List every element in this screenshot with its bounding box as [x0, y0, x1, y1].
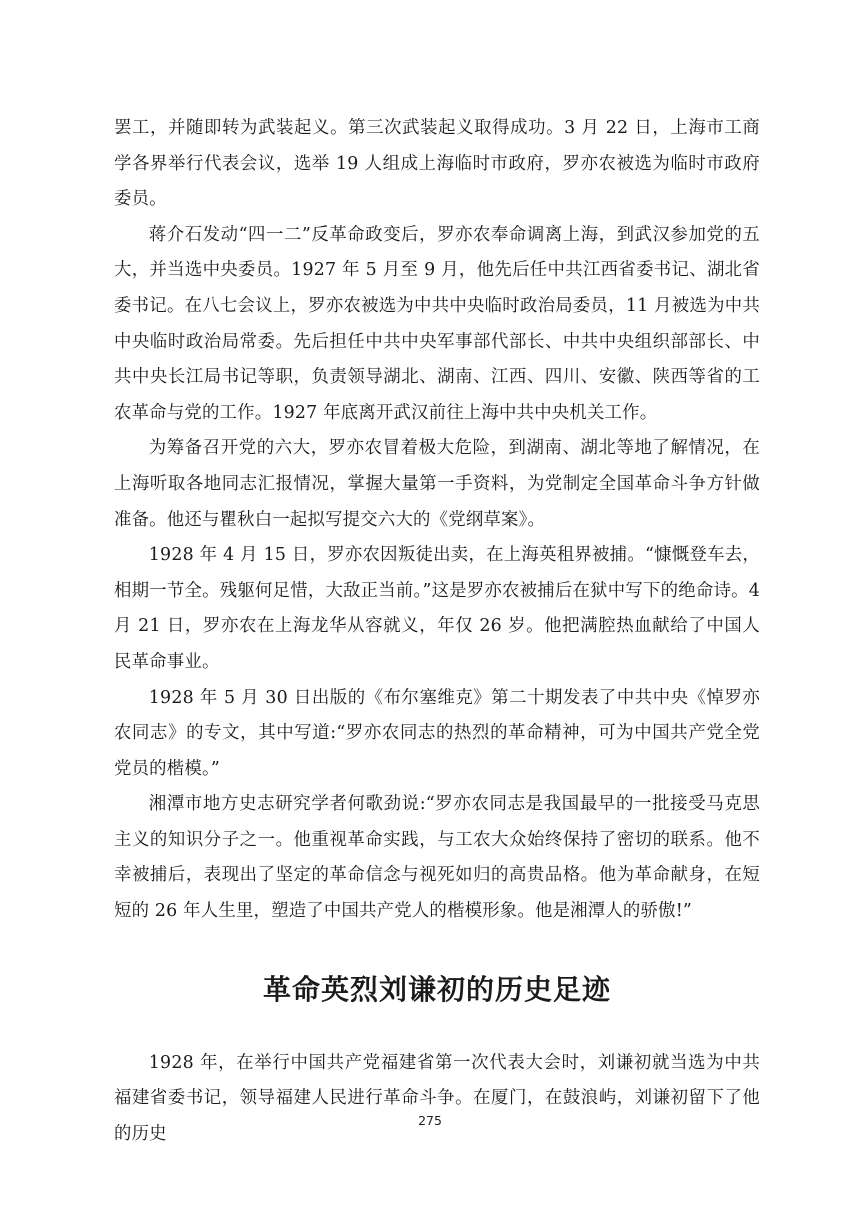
paragraph: 湘潭市地方史志研究学者何歌劲说:“罗亦农同志是我国最早的一批接受马克思主义的知识分子之一。他重视革命实践，与工农大众始终保持了密切的联系。他不幸被捕后，表现出了坚定的革命信念与视死如归的高贵品格。他为革命献身，在短短的 26 年人生里，塑造了中国共产党人的楷模形象。他是湘潭人的骄傲!”: [114, 794, 760, 922]
paragraph: 1928 年，在举行中国共产党福建省第一次代表大会时，刘谦初就当选为中共福建省委书记，领导福建人民进行革命斗争。在厦门，在鼓浪屿，刘谦初留下了他的历史: [114, 1052, 760, 1144]
paragraph: 蒋介石发动“四一二”反革命政变后，罗亦农奉命调离上海，到武汉参加党的五大，并当选中央委员。1927 年 5 月至 9 月，他先后任中共江西省委书记、湖北省委书记。在八七会议上，罗亦农被选为中共中央临时政治局委员，11 月被选为中共中央临时政治局常委。先后担任中共中央军事部代部长、中共中央组织部部长、中共中央长江局书记等职，负责领导湖北、湖南、江西、四川、安徽、陕西等省的工农革命与党的工作。1927 年底离开武汉前往上海中共中央机关工作。: [114, 224, 760, 423]
section-heading: 革命英烈刘谦初的历史足迹: [262, 972, 611, 1006]
page-number: 275: [418, 1113, 442, 1128]
heading-spacer: [114, 1038, 760, 1046]
paragraph: 罢工，并随即转为武装起义。第三次武装起义取得成功。3 月 22 日，上海市工商学各界举行代表会议，选举 19 人组成上海临时市政府，罗亦农被选为临时市政府委员。: [114, 118, 760, 210]
paragraph: 为筹备召开党的六大，罗亦农冒着极大危险，到湖南、湖北等地了解情况，在上海听取各地同志汇报情况，掌握大量第一手资料，为党制定全国革命斗争方针做准备。他还与瞿秋白一起拟写提交六大的《党纲草案》。: [114, 438, 760, 530]
paragraph: 1928 年 4 月 15 日，罗亦农因叛徒出卖，在上海英租界被捕。“慷慨登车去，相期一节全。残躯何足惜，大敌正当前。”这是罗亦农被捕后在狱中写下的绝命诗。4 月 21 日，罗亦农在上海龙华从容就义，年仅 26 岁。他把满腔热血献给了中国人民革命事业。: [114, 545, 760, 672]
paragraph: 1928 年 5 月 30 日出版的《布尔塞维克》第二十期发表了中共中央《悼罗亦农同志》的专文，其中写道:“罗亦农同志的热烈的革命精神，可为中国共产党全党党员的楷模。”: [114, 687, 760, 779]
document-body: [114, 111, 760, 1152]
